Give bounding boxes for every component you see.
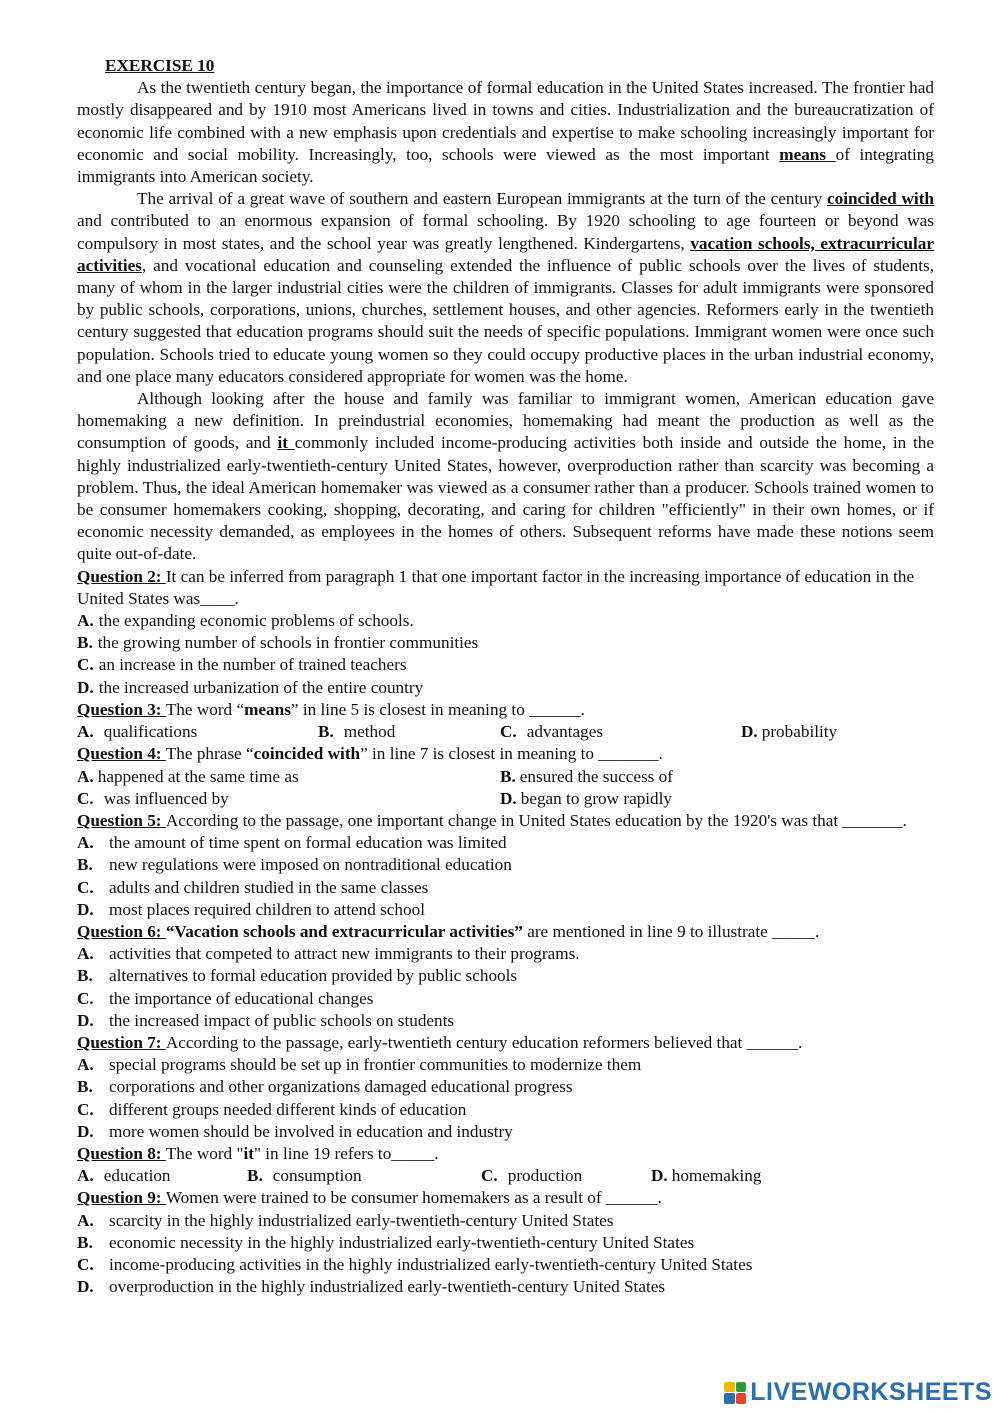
question-label: Question 7: (77, 1032, 166, 1052)
question-8 (77, 1143, 934, 1165)
option-b[interactable] (77, 965, 934, 987)
option-text: new regulations were imposed on nontraditional education (109, 855, 512, 875)
key-word-it: it (277, 433, 295, 453)
option-letter: D. (77, 1277, 94, 1297)
option-letter: C. (481, 1166, 498, 1186)
option-text: ensured the success of (519, 766, 673, 786)
option-letter: D. (500, 788, 517, 808)
question-5 (77, 810, 934, 832)
option-letter: D. (741, 722, 758, 742)
question-text: " in line 19 refers to_____. (253, 1143, 439, 1163)
exercise-title: EXERCISE 10 (105, 56, 215, 75)
option-text: the importance of educational changes (109, 988, 374, 1008)
option-c[interactable] (77, 1099, 934, 1121)
passage-text: As the twentieth century began, the importance of formal education in the United States increased. The frontier had mostly disappeared and by 1910 most Americans lived in towns and cities. Industrialization and the bureaucratization of economic life combined with a new emphasis upon credentials and expertise to make schooling increasingly important for economic and social mobility. Increasingly, too, schools were viewed as the most important (77, 78, 934, 164)
option-letter: B. (77, 1232, 93, 1252)
passage-text: of integrating immigrants into American society. (77, 144, 934, 187)
question-key-word: it (243, 1143, 254, 1163)
option-text: overproduction in the highly industrialized early-twentieth-century United States (109, 1277, 666, 1297)
option-letter: A. (77, 611, 94, 631)
option-letter: C. (77, 655, 94, 675)
question-text: The word “ (165, 699, 245, 719)
question-text: ” in line 7 is closest in meaning to _______. (360, 744, 663, 764)
option-text: probability (761, 722, 838, 742)
option-text: homemaking (671, 1166, 762, 1186)
key-phrase-vacation-schools: vacation schools, extracurricular activities (77, 233, 934, 275)
options-row (77, 721, 934, 743)
option-b[interactable] (318, 721, 500, 743)
option-text: happened at the same time as (97, 766, 299, 786)
option-text: activities that competed to attract new immigrants to their programs. (109, 944, 580, 964)
options-row (77, 788, 934, 810)
option-c[interactable] (77, 988, 934, 1010)
option-text: income-producing activities in the highly industrialized early-twentieth-century United States (109, 1254, 753, 1274)
key-word-means: means (779, 144, 836, 164)
question-9 (77, 1187, 934, 1209)
option-c[interactable] (77, 1254, 934, 1276)
option-a[interactable] (77, 1210, 934, 1232)
option-c[interactable] (77, 877, 934, 899)
option-d[interactable] (77, 677, 934, 699)
option-text: was influenced by (103, 788, 229, 808)
option-text: most places required children to attend school (109, 899, 425, 919)
question-4 (77, 743, 934, 765)
option-b[interactable] (500, 766, 673, 788)
options-row (77, 766, 934, 788)
logo-text: LIVEWORKSHEETS (750, 1378, 992, 1406)
passage-text: and contributed to an enormous expansion of formal schooling. By 1920 schooling to age fourteen or beyond was compulsory in most states, and the school year was greatly lengthened. Kindergartens, (77, 211, 934, 253)
question-text: It can be inferred from paragraph 1 that one important factor in the increasing importance of education in the United States was____. (77, 566, 915, 608)
option-letter: D. (77, 1010, 94, 1030)
option-text: the growing number of schools in frontier communities (97, 633, 479, 653)
question-label: Question 4: (77, 744, 166, 764)
question-text: are mentioned in line 9 to illustrate _____. (522, 921, 820, 941)
question-3 (77, 699, 934, 721)
option-d[interactable] (77, 1276, 934, 1298)
option-text: an increase in the number of trained teachers (98, 655, 407, 675)
option-a[interactable] (77, 766, 500, 788)
option-c[interactable] (481, 1165, 651, 1187)
option-text: different groups needed different kinds of education (109, 1099, 467, 1119)
passage-paragraph-1 (77, 77, 934, 188)
option-c[interactable] (500, 721, 741, 743)
option-text: production (507, 1166, 583, 1186)
option-letter: C. (77, 1254, 94, 1274)
question-key-phrase: coincided with (253, 744, 361, 764)
option-letter: D. (651, 1166, 668, 1186)
passage-text: commonly included income-producing activities both inside and outside the home, in the highly industrialized early-twentieth-century United States, however, overproduction rather than scarcity was becoming a problem. Thus, the ideal American homemaker was viewed as a consumer rather than a producer. Schools trained women to be consumer homemakers cooking, shopping, decorating, and caring for children "efficiently" in their own homes, or if economic necessity demanded, as employees in the homes of others. Subsequent reforms have made these notions seem quite out-of-date. (77, 433, 935, 564)
question-text: According to the passage, early-twentieth century education reformers believed that ______. (165, 1032, 803, 1052)
key-phrase-coincided-with: coincided with (826, 189, 934, 209)
question-label: Question 5: (77, 810, 166, 830)
option-letter: A. (77, 944, 94, 964)
option-letter: D. (77, 1121, 94, 1141)
option-d[interactable] (77, 1010, 934, 1032)
passage-paragraph-2 (77, 188, 934, 388)
question-7 (77, 1032, 934, 1054)
option-letter: C. (77, 877, 94, 897)
option-letter: A. (77, 1055, 94, 1075)
question-label: Question 9: (77, 1188, 166, 1208)
option-letter: D. (77, 899, 94, 919)
option-b[interactable] (77, 854, 934, 876)
option-letter: B. (77, 1077, 93, 1097)
question-label: Question 8: (77, 1143, 166, 1163)
question-6 (77, 921, 934, 943)
question-text: The phrase “ (165, 744, 254, 764)
question-key-phrase: “Vacation schools and extracurricular activities” (165, 921, 523, 941)
option-letter: C. (77, 988, 94, 1008)
option-b[interactable] (77, 1232, 934, 1254)
option-letter: B. (77, 855, 93, 875)
option-text: the increased urbanization of the entire country (98, 677, 424, 697)
option-letter: D. (77, 677, 94, 697)
option-text: more women should be involved in education and industry (109, 1121, 513, 1141)
option-letter: A. (77, 766, 94, 786)
question-text: The word " (165, 1143, 244, 1163)
option-text: education (103, 1166, 171, 1186)
liveworksheets-logo[interactable] (724, 1378, 992, 1407)
option-letter: B. (77, 966, 93, 986)
option-a[interactable] (77, 832, 934, 854)
option-letter: C. (77, 788, 94, 808)
option-c[interactable] (77, 654, 934, 676)
option-a[interactable] (77, 610, 934, 632)
passage-text: Although looking after the house and family was familiar to immigrant women, American education gave homemaking a new definition. In preindustrial economies, homemaking had meant the production as well as the consumption of goods, and (77, 389, 934, 453)
option-text: consumption (272, 1166, 362, 1186)
question-label: Question 3: (77, 699, 166, 719)
option-letter: A. (77, 833, 94, 853)
option-letter: C. (77, 1099, 94, 1119)
option-d[interactable] (741, 721, 837, 743)
option-text: advantages (526, 722, 604, 742)
option-d[interactable] (500, 788, 672, 810)
option-text: method (343, 722, 396, 742)
option-letter: A. (77, 1210, 94, 1230)
option-text: alternatives to formal education provided by public schools (109, 966, 518, 986)
option-a[interactable] (77, 1165, 247, 1187)
option-text: special programs should be set up in frontier communities to modernize them (109, 1055, 642, 1075)
option-letter: B. (77, 633, 93, 653)
option-c[interactable] (77, 788, 500, 810)
option-text: began to grow rapidly (520, 788, 673, 808)
passage-paragraph-3 (77, 388, 934, 566)
question-label: Question 6: (77, 921, 166, 941)
option-letter: B. (500, 766, 516, 786)
option-text: scarcity in the highly industrialized early-twentieth-century United States (109, 1210, 614, 1230)
option-text: corporations and other organizations damaged educational progress (109, 1077, 573, 1097)
option-d[interactable] (77, 899, 934, 921)
option-letter: A. (77, 722, 94, 742)
option-a[interactable] (77, 1054, 934, 1076)
question-key-word: means (244, 699, 291, 719)
option-d[interactable] (651, 1165, 761, 1187)
options-row (77, 1165, 934, 1187)
option-letter: A. (77, 1166, 94, 1186)
option-letter: B. (247, 1166, 263, 1186)
option-b[interactable] (247, 1165, 481, 1187)
liveworksheets-logo-icon (724, 1382, 746, 1404)
question-text: Women were trained to be consumer homemakers as a result of ______. (165, 1188, 662, 1208)
passage-text: , and vocational education and counseling extended the influence of public schools over the lives of students, many of whom in the larger industrial cities were the children of immigrants. Classes for adult immigrants were sponsored by public schools, corporations, unions, churches, settlement houses, and other agencies. Reformers early in the twentieth century suggested that education programs should suit the needs of specific populations. Immigrant women were once such population. Schools tried to educate young women so they could occupy productive places in the urban industrial economy, and one place many educators considered appropriate for women was the home. (77, 255, 934, 386)
question-2 (77, 566, 934, 610)
option-text: the increased impact of public schools on students (109, 1010, 455, 1030)
option-text: adults and children studied in the same classes (109, 877, 429, 897)
option-letter: C. (500, 722, 517, 742)
option-b[interactable] (77, 632, 934, 654)
worksheet-page (77, 55, 934, 1298)
question-text: According to the passage, one important change in United States education by the 1920's was that _______. (165, 810, 907, 830)
passage-text: The arrival of a great wave of southern and eastern European immigrants at the turn of the century (137, 189, 827, 209)
option-text: economic necessity in the highly industrialized early-twentieth-century United States (109, 1232, 695, 1252)
option-d[interactable] (77, 1121, 934, 1143)
option-text: the expanding economic problems of schools. (98, 611, 414, 631)
question-label: Question 2: (77, 566, 166, 586)
option-b[interactable] (77, 1076, 934, 1098)
option-text: the amount of time spent on formal education was limited (109, 833, 507, 853)
option-letter: B. (318, 722, 334, 742)
option-a[interactable] (77, 943, 934, 965)
option-text: qualifications (103, 722, 198, 742)
question-text: ” in line 5 is closest in meaning to ______. (290, 699, 585, 719)
option-a[interactable] (77, 721, 318, 743)
